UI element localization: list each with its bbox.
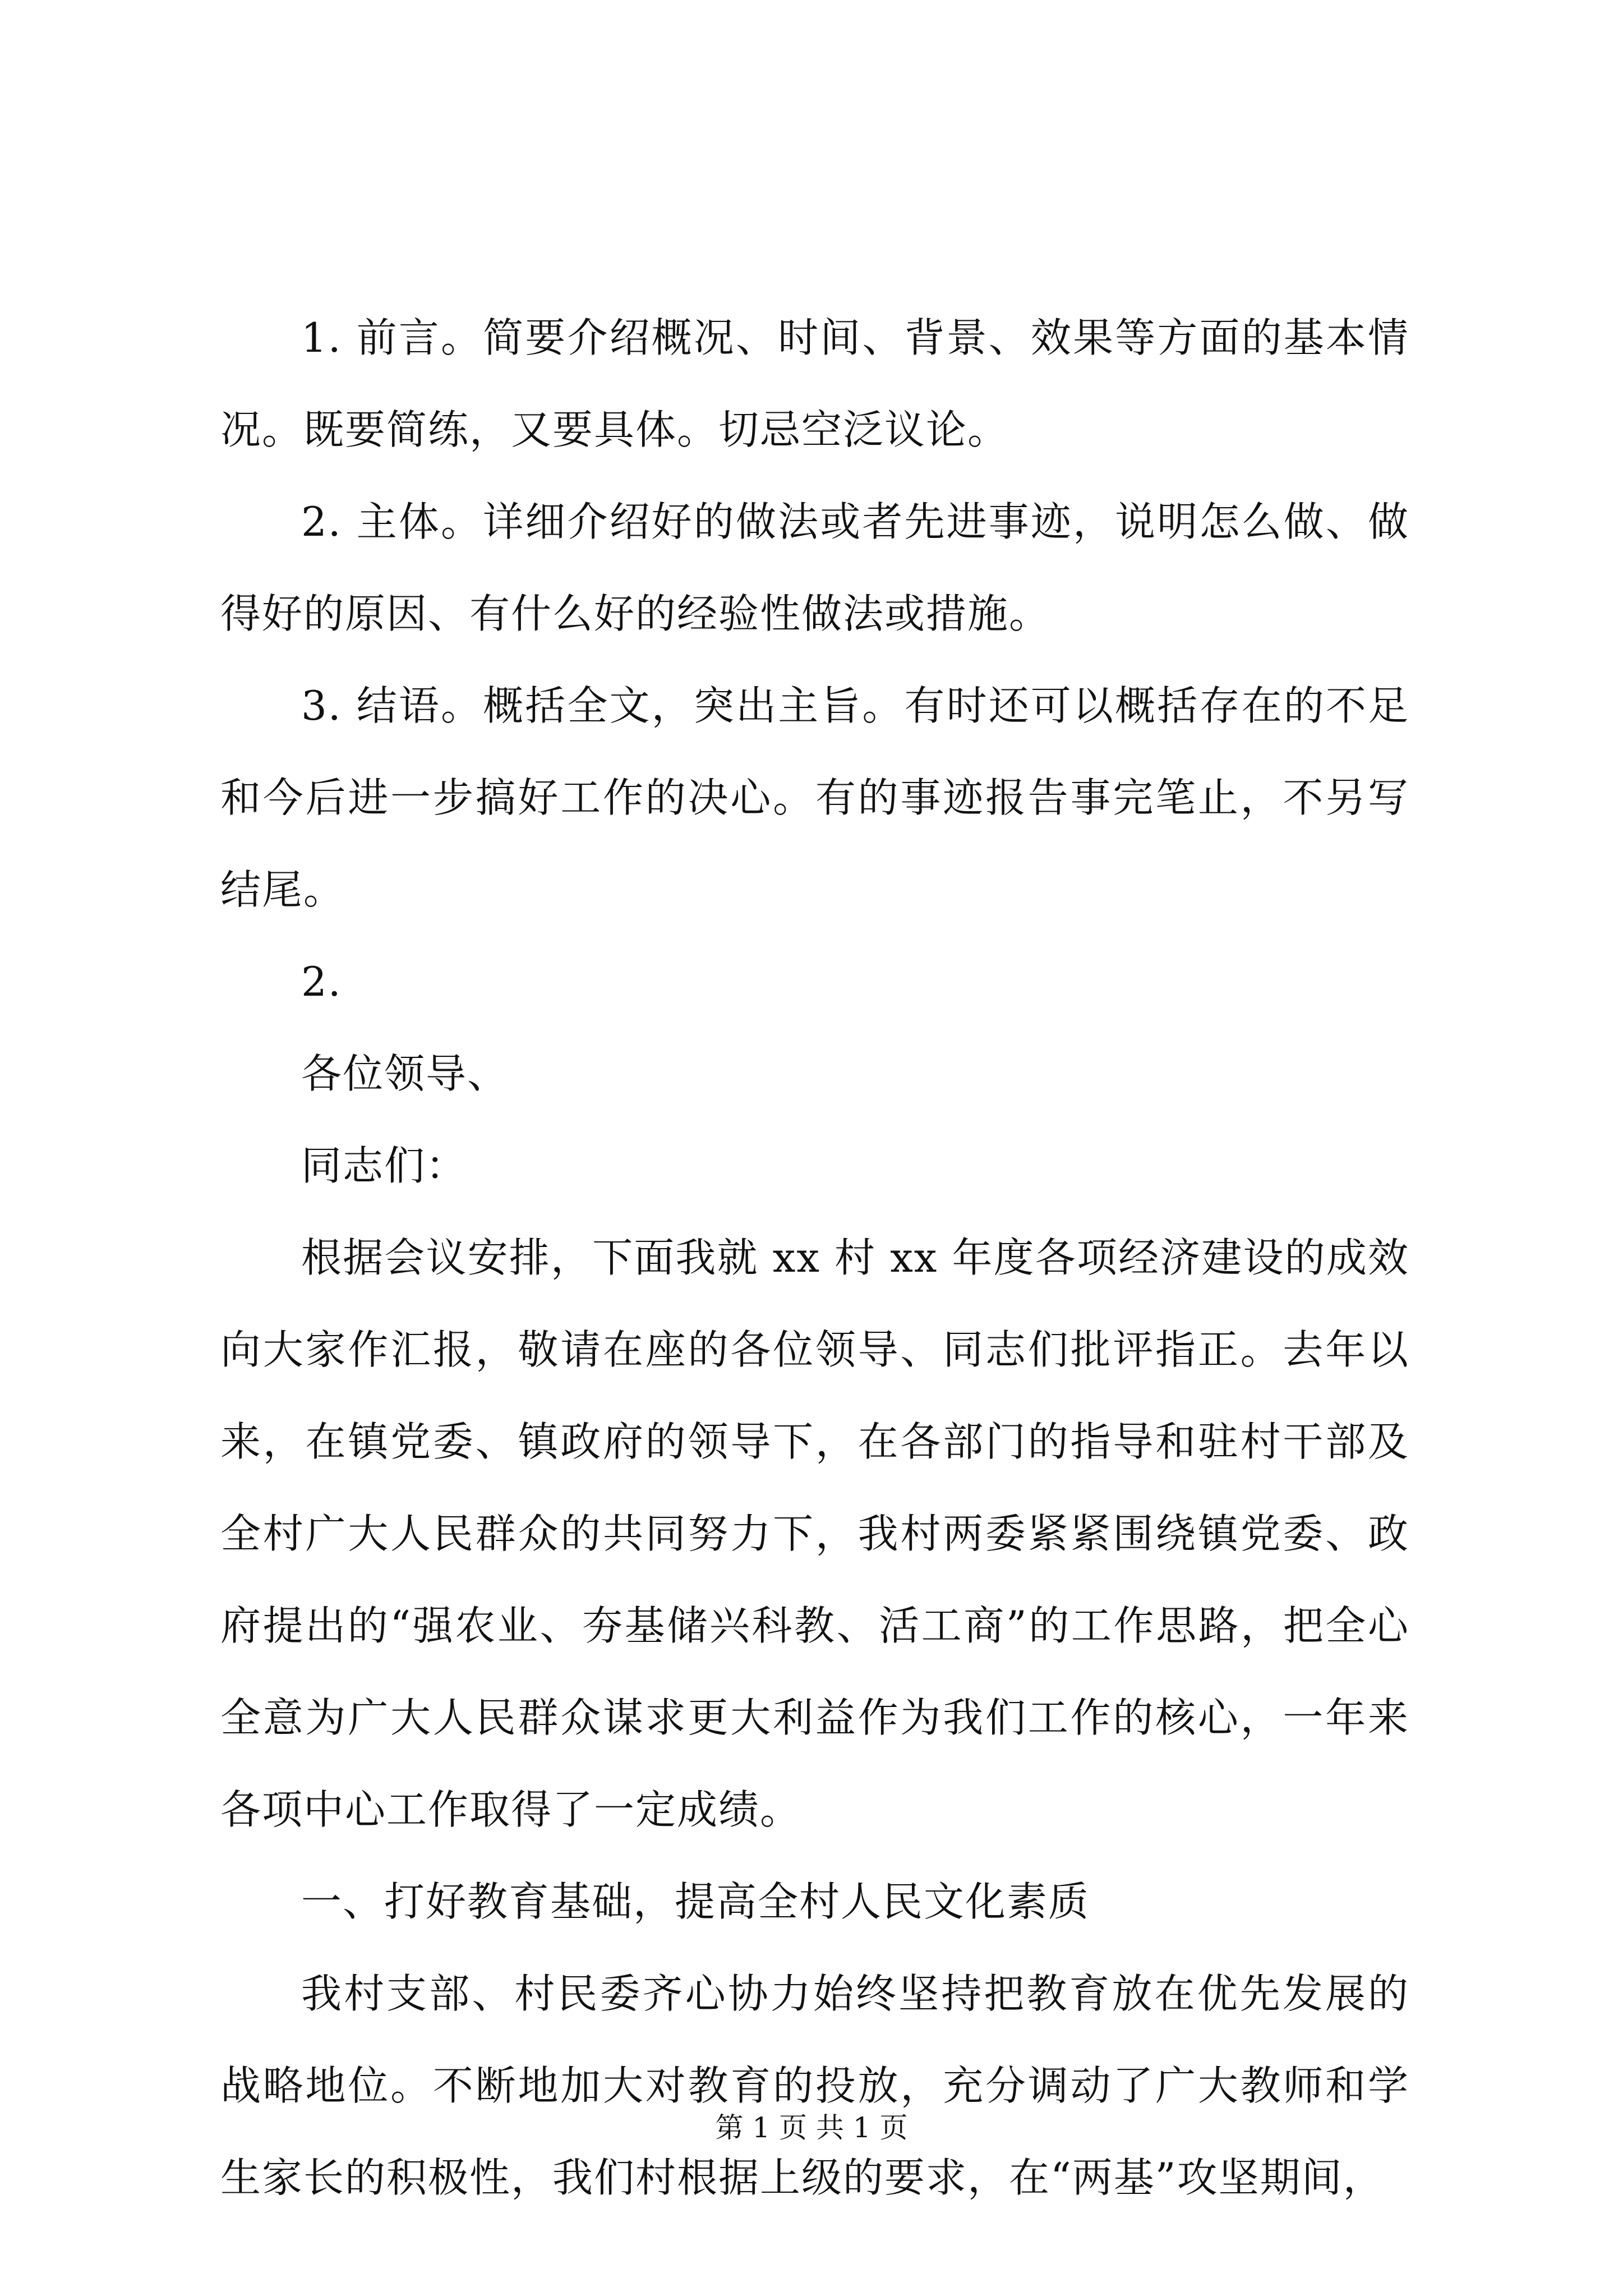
paragraph-report-intro: 根据会议安排，下面我就 xx 村 xx 年度各项经济建设的成效向大家作汇报，敬请在座的各位领导、同志们批评指正。去年以来，在镇党委、镇政府的领导下，在各部门的指导和驻村干部及全村广大人民群众的共同努力下，我村两委紧紧围绕镇党委、政府提出的“强农业、夯基储兴科教、活工商”的工作思路，把全心全意为广大人民群众谋求更大利益作为我们工作的核心，一年来各项中心工作取得了一定成绩。 (220, 1234, 1409, 1833)
salutation-comrades: 同志们： (301, 1142, 468, 1189)
paragraph-preface: 1. 前言。简要介绍概况、时间、背景、效果等方面的基本情况。既要简练，又要具体。切忌空泛议论。 (220, 314, 1409, 453)
page-footer: 第 1 页 共 1 页 (715, 2111, 908, 2144)
document-body (220, 292, 1409, 2224)
section-heading-education: 一、打好教育基础，提高全村人民文化素质 (301, 1878, 1090, 1925)
paragraph-conclusion: 3. 结语。概括全文，突出主旨。有时还可以概括存在的不足和今后进一步搞好工作的决心。有的事迹报告事完笔止，不另写结尾。 (220, 682, 1409, 913)
salutation-leaders: 各位领导、 (301, 1050, 509, 1097)
paragraph-education: 我村支部、村民委齐心协力始终坚持把教育放在优先发展的战略地位。不断地加大对教育的投放，充分调动了广大教师和学生家长的积极性，我们村根据上级的要求，在“两基”攻坚期间， (220, 1970, 1409, 2201)
paragraph-main-body: 2. 主体。详细介绍好的做法或者先进事迹，说明怎么做、做得好的原因、有什么好的经验性做法或措施。 (220, 498, 1409, 637)
section-number: 2. (301, 958, 342, 1005)
